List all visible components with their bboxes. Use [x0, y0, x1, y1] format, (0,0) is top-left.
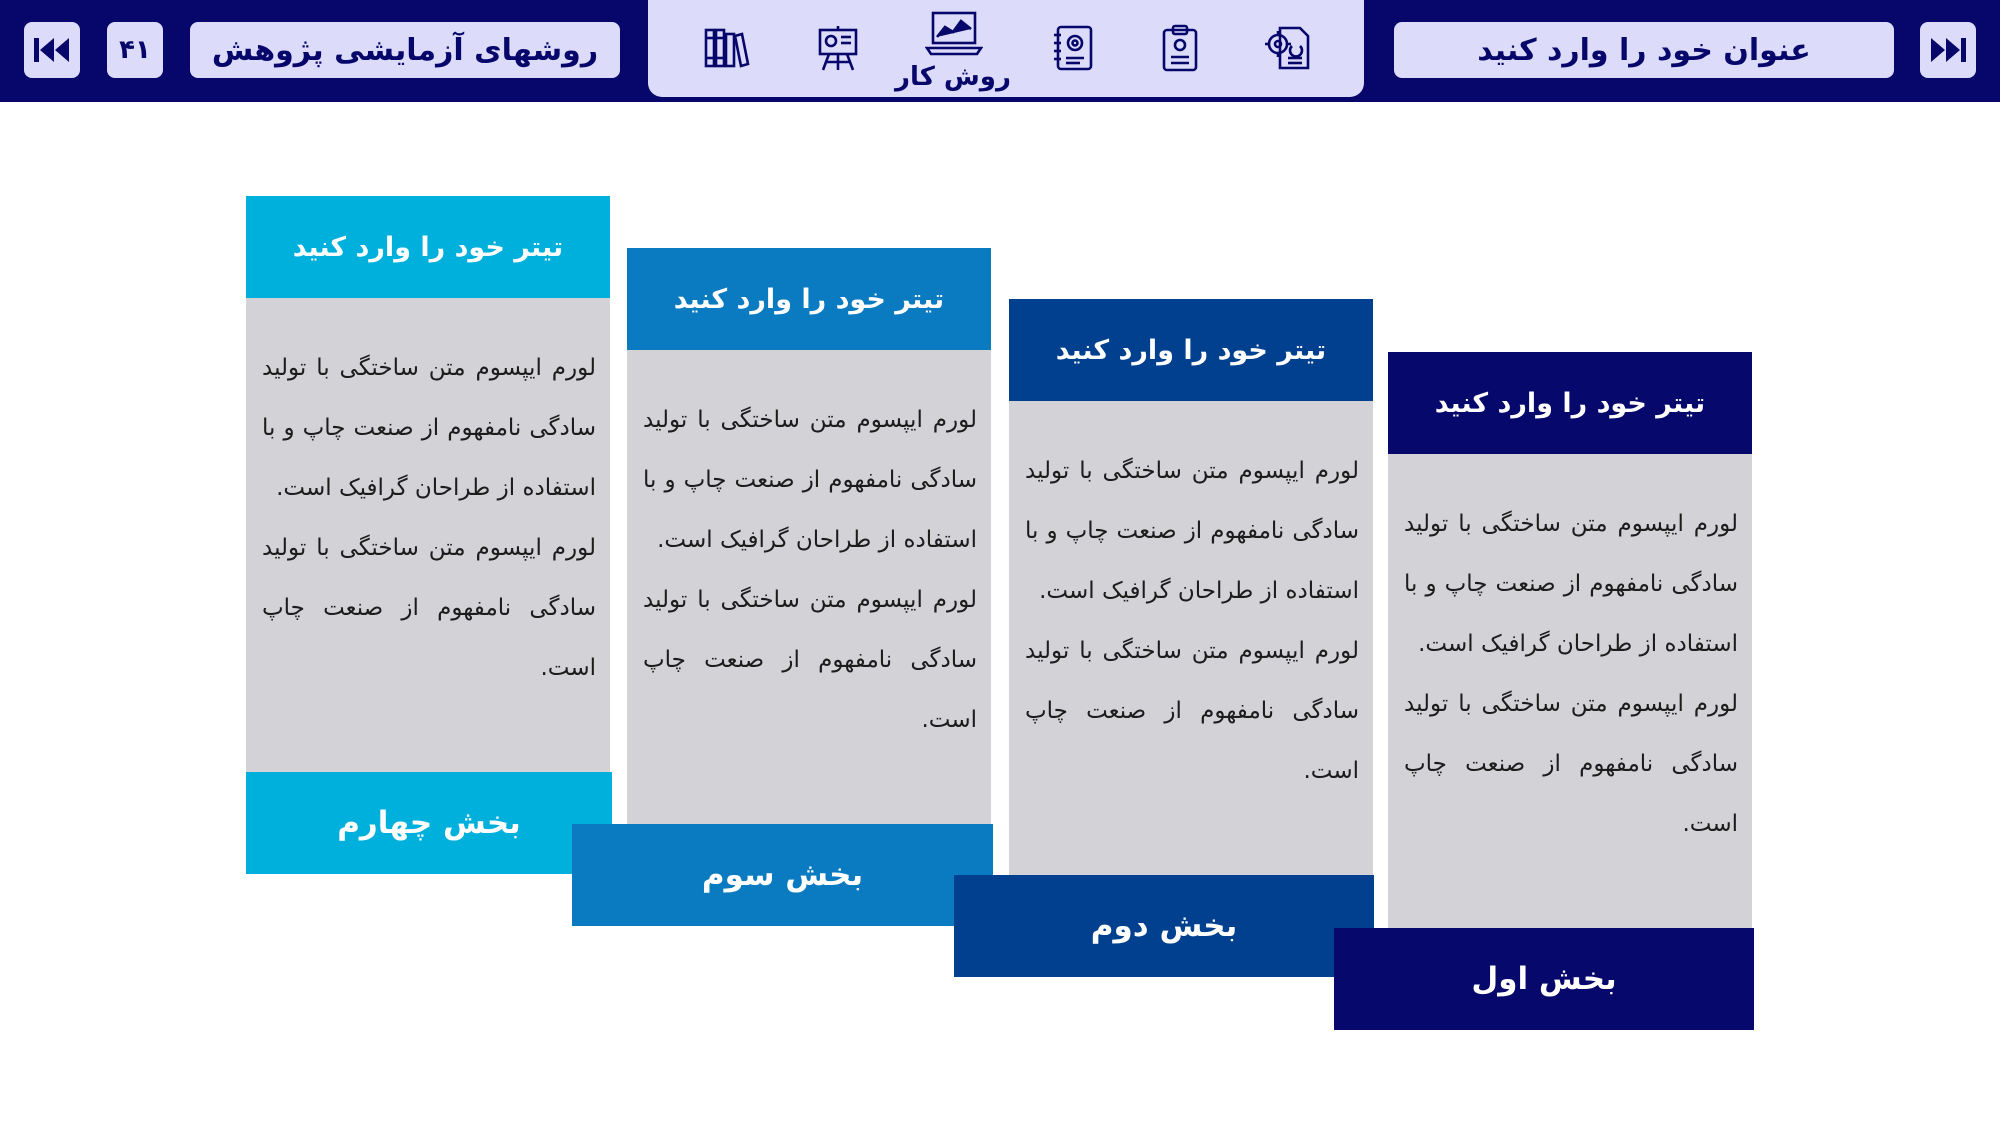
last-slide-button[interactable]	[1920, 22, 1976, 78]
card-title: تیتر خود را وارد کنید	[1388, 352, 1752, 454]
card-text	[262, 338, 596, 698]
card-text	[1025, 441, 1359, 801]
card-paragraph: لورم ایپسوم متن ساختگی با تولید سادگی نامفهوم از صنعت چاپ و با استفاده از طراحان گرافیک است.	[1404, 511, 1738, 657]
section-card-2	[1009, 299, 1373, 875]
card-paragraph: لورم ایپسوم متن ساختگی با تولید سادگی نامفهوم از صنعت چاپ است.	[262, 535, 596, 681]
section-card-1	[1388, 352, 1752, 928]
card-body	[1009, 401, 1373, 875]
presentation-board-icon	[815, 24, 861, 72]
tool-method[interactable]	[924, 8, 984, 58]
notebook-gear-icon	[1052, 24, 1096, 72]
skip-back-icon	[32, 35, 72, 65]
card-paragraph: لورم ایپسوم متن ساختگی با تولید سادگی نامفهوم از صنعت چاپ و با استفاده از طراحان گرافیک است.	[643, 407, 977, 553]
card-title: تیتر خود را وارد کنید	[1009, 299, 1373, 401]
card-paragraph: لورم ایپسوم متن ساختگی با تولید سادگی نامفهوم از صنعت چاپ و با استفاده از طراحان گرافیک است.	[262, 355, 596, 501]
section-card-4	[246, 196, 610, 772]
gear-document-icon	[1264, 24, 1312, 72]
card-paragraph: لورم ایپسوم متن ساختگی با تولید سادگی نامفهوم از صنعت چاپ است.	[1404, 691, 1738, 837]
card-paragraph: لورم ایپسوم متن ساختگی با تولید سادگی نامفهوم از صنعت چاپ است.	[1025, 638, 1359, 784]
clipboard-icon	[1160, 24, 1200, 72]
card-title: تیتر خود را وارد کنید	[246, 196, 610, 298]
page-number: ۴۱	[107, 22, 163, 78]
tool-notebook[interactable]	[1048, 22, 1100, 74]
laptop-chart-icon	[925, 10, 983, 56]
card-text	[1404, 494, 1738, 854]
tool-clipboard[interactable]	[1154, 22, 1206, 74]
card-paragraph: لورم ایپسوم متن ساختگی با تولید سادگی نامفهوم از صنعت چاپ و با استفاده از طراحان گرافیک است.	[1025, 458, 1359, 604]
tool-presentation[interactable]	[812, 22, 864, 74]
tool-gear-document[interactable]	[1262, 22, 1314, 74]
section-label-3: بخش سوم	[572, 824, 993, 926]
card-body	[246, 298, 610, 772]
card-text	[643, 390, 977, 750]
slide-title: عنوان خود را وارد کنید	[1394, 22, 1894, 78]
card-paragraph: لورم ایپسوم متن ساختگی با تولید سادگی نامفهوم از صنعت چاپ است.	[643, 587, 977, 733]
books-icon	[702, 24, 750, 72]
skip-forward-icon	[1928, 35, 1968, 65]
presentation-title: روشهای آزمایشی پژوهش	[190, 22, 620, 78]
active-tool-label: روش کار	[895, 62, 1011, 92]
section-label-4: بخش چهارم	[246, 772, 612, 874]
section-label-1: بخش اول	[1334, 928, 1754, 1030]
card-body	[1388, 454, 1752, 928]
card-body	[627, 350, 991, 824]
section-label-2: بخش دوم	[954, 875, 1374, 977]
section-card-3	[627, 248, 991, 824]
tool-books[interactable]	[700, 22, 752, 74]
first-slide-button[interactable]	[24, 22, 80, 78]
card-title: تیتر خود را وارد کنید	[627, 248, 991, 350]
